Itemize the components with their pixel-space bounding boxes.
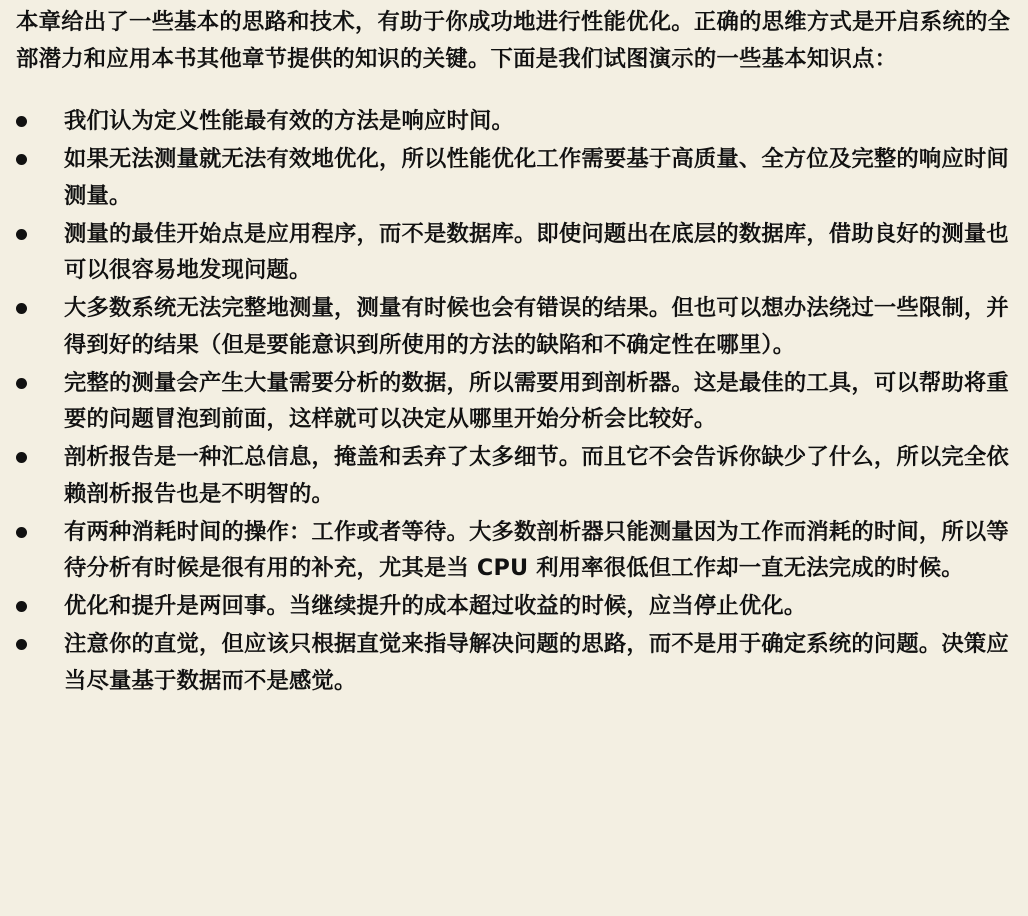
bullet-icon (16, 378, 27, 389)
list-item-text: 剖析报告是一种汇总信息，掩盖和丢弃了太多细节。而且它不会告诉你缺少了什么，所以完全依赖剖析报告也是不明智的。 (64, 444, 1009, 507)
list-item (0, 626, 1028, 699)
bullet-icon (16, 116, 27, 127)
bullet-icon (16, 452, 27, 463)
list-item (0, 103, 1028, 140)
bullet-icon (16, 527, 27, 538)
list-item (0, 439, 1028, 512)
list-item-text: 有两种消耗时间的操作：工作或者等待。大多数剖析器只能测量因为工作而消耗的时间，所以等待分析有时候是很有用的补充，尤其是当 CPU 利用率很低但工作却一直无法完成的时候。 (64, 518, 1009, 581)
list-item (0, 365, 1028, 438)
list-item (0, 141, 1028, 214)
list-item (0, 588, 1028, 625)
list-item (0, 290, 1028, 363)
list-item-text: 如果无法测量就无法有效地优化，所以性能优化工作需要基于高质量、全方位及完整的响应时间测量。 (64, 146, 1009, 209)
bullet-icon (16, 229, 27, 240)
bullet-icon (16, 154, 27, 165)
bullet-icon (16, 601, 27, 612)
list-item (0, 216, 1028, 289)
list-item-text: 优化和提升是两回事。当继续提升的成本超过收益的时候，应当停止优化。 (64, 593, 807, 619)
list-item-text: 注意你的直觉，但应该只根据直觉来指导解决问题的思路，而不是用于确定系统的问题。决策应当尽量基于数据而不是感觉。 (64, 631, 1009, 694)
key-points-list (0, 103, 1028, 699)
bullet-icon (16, 639, 27, 650)
intro-paragraph: 本章给出了一些基本的思路和技术，有助于你成功地进行性能优化。正确的思维方式是开启系统的全部潜力和应用本书其他章节提供的知识的关键。下面是我们试图演示的一些基本知识点： (16, 9, 1011, 72)
list-item (0, 514, 1028, 587)
list-item-text: 完整的测量会产生大量需要分析的数据，所以需要用到剖析器。这是最佳的工具，可以帮助将重要的问题冒泡到前面，这样就可以决定从哪里开始分析会比较好。 (64, 369, 1009, 432)
list-item-text: 测量的最佳开始点是应用程序，而不是数据库。即使问题出在底层的数据库，借助良好的测量也可以很容易地发现问题。 (64, 220, 1009, 283)
list-item-text: 我们认为定义性能最有效的方法是响应时间。 (64, 108, 514, 134)
list-item-text: 大多数系统无法完整地测量，测量有时候也会有错误的结果。但也可以想办法绕过一些限制，并得到好的结果（但是要能意识到所使用的方法的缺陷和不确定性在哪里）。 (64, 295, 1009, 358)
bullet-icon (16, 303, 27, 314)
